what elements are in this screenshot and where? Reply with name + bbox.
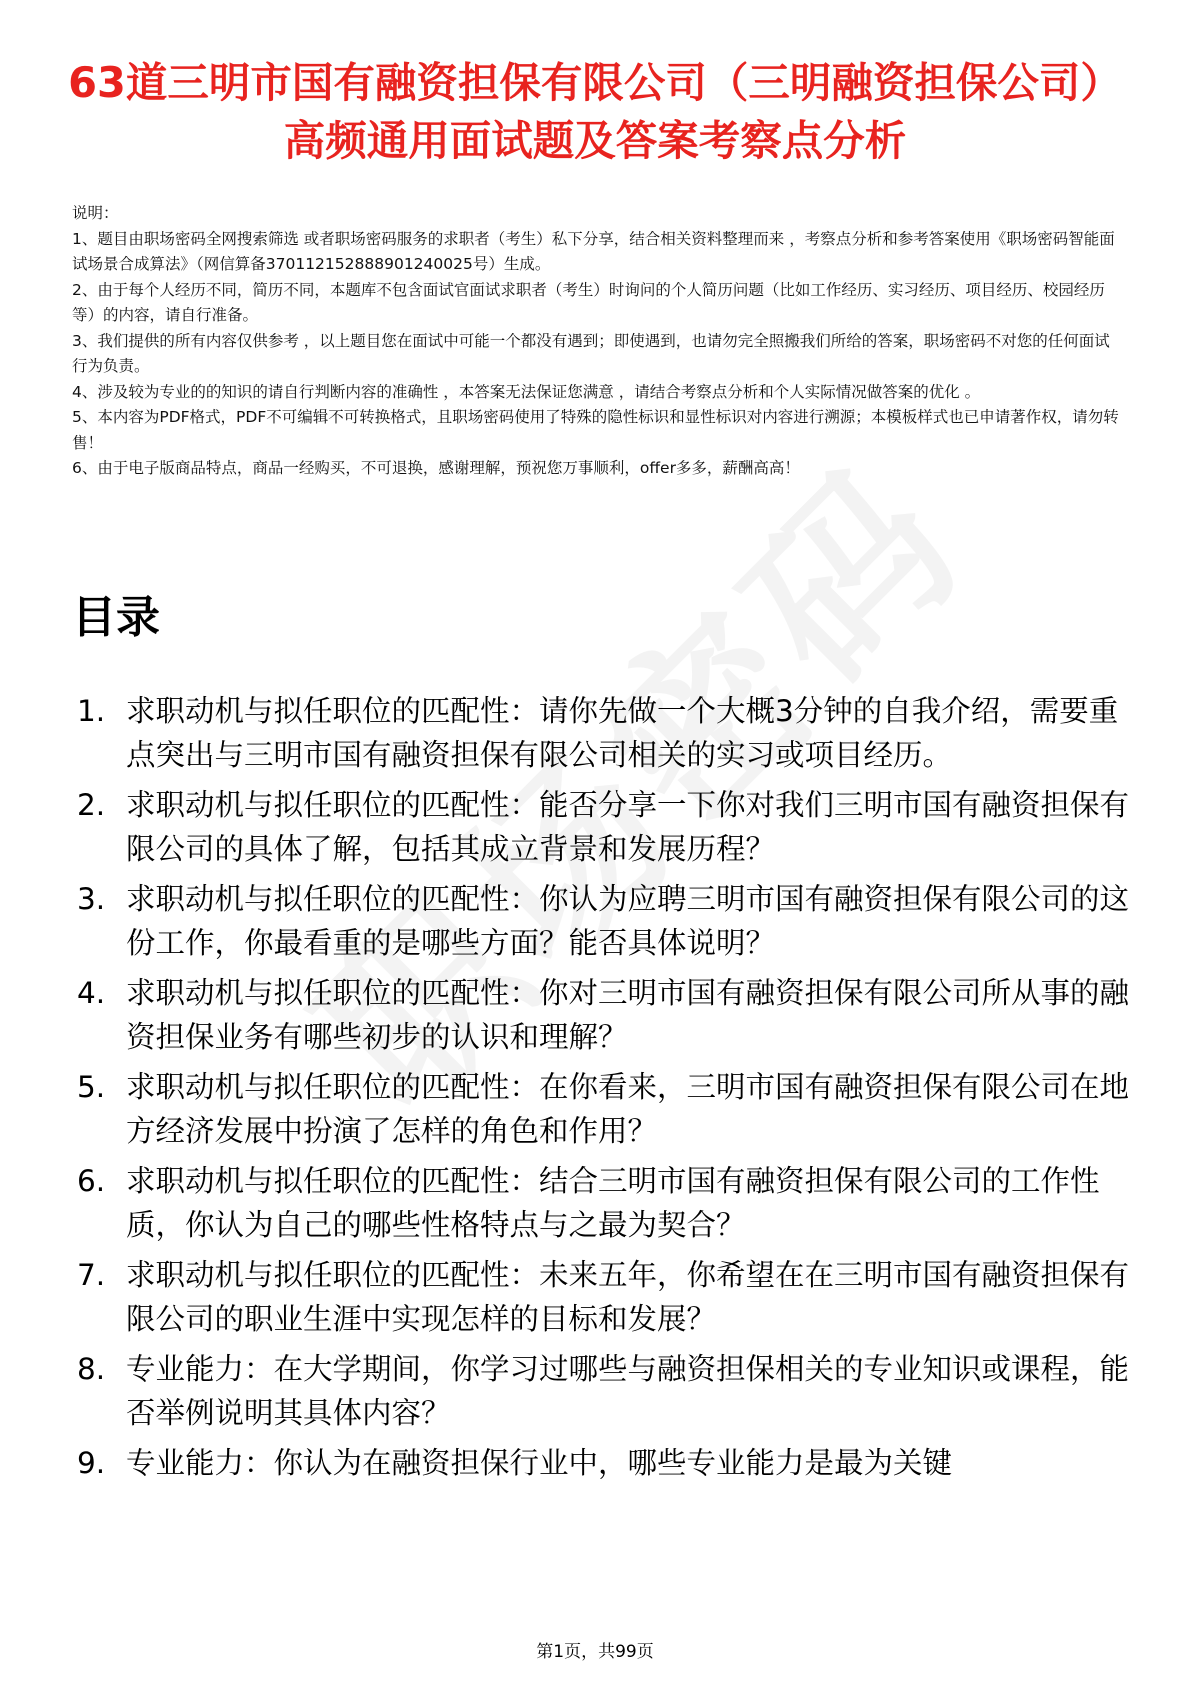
toc-item[interactable] (72, 689, 1132, 777)
toc-item-number: 3. (77, 882, 106, 916)
toc-item-text: 求职动机与拟任职位的匹配性：在你看来，三明市国有融资担保有限公司在地方经济发展中扮演了怎样的角色和作用？ (126, 1070, 1130, 1148)
toc-item-text: 专业能力：在大学期间，你学习过哪些与融资担保相关的专业知识或课程，能否举例说明其具体内容？ (126, 1352, 1130, 1430)
note-item: 5、本内容为PDF格式，PDF不可编辑不可转换格式，且职场密码使用了特殊的隐性标识和显性标识对内容进行溯源；本模板样式也已申请著作权，请勿转售！ (72, 408, 1119, 452)
toc-item-text: 求职动机与拟任职位的匹配性：你对三明市国有融资担保有限公司所从事的融资担保业务有哪些初步的认识和理解？ (126, 976, 1130, 1054)
toc-item-number: 5. (77, 1070, 106, 1104)
toc-item-text: 求职动机与拟任职位的匹配性：你认为应聘三明市国有融资担保有限公司的这份工作，你最看重的是哪些方面？能否具体说明？ (126, 882, 1130, 960)
notes-section (72, 201, 1120, 482)
toc-item-number: 8. (77, 1352, 106, 1386)
toc-item[interactable] (72, 971, 1132, 1059)
toc-item-text: 求职动机与拟任职位的匹配性：结合三明市国有融资担保有限公司的工作性质，你认为自己的哪些性格特点与之最为契合？ (126, 1164, 1100, 1242)
toc-item-text: 求职动机与拟任职位的匹配性：能否分享一下你对我们三明市国有融资担保有限公司的具体了解，包括其成立背景和发展历程？ (126, 788, 1130, 866)
notes-heading: 说明： (72, 204, 119, 222)
toc-item-text: 专业能力：你认为在融资担保行业中，哪些专业能力是最为关键 (126, 1446, 953, 1480)
toc-item-number: 9. (77, 1446, 106, 1480)
toc-item[interactable] (72, 783, 1132, 871)
toc-heading: 目录 (72, 592, 160, 643)
note-item: 3、我们提供的所有内容仅供参考 ，以上题目您在面试中可能一个都没有遇到；即使遇到，也请勿完全照搬我们所给的答案，职场密码不对您的任何面试行为负责。 (72, 331, 1110, 375)
toc-item[interactable] (72, 1441, 1132, 1485)
toc-item-text: 求职动机与拟任职位的匹配性：未来五年，你希望在在三明市国有融资担保有限公司的职业生涯中实现怎样的目标和发展？ (126, 1258, 1130, 1336)
toc-item-text: 求职动机与拟任职位的匹配性：请你先做一个大概3分钟的自我介绍，需要重点突出与三明市国有融资担保有限公司相关的实习或项目经历。 (126, 694, 1119, 772)
note-item: 1、题目由职场密码全网搜索筛选 或者职场密码服务的求职者（考生）私下分享，结合相关资料整理而来 ，考察点分析和参考答案使用《职场密码智能面试场景合成算法》（网信算备370112152888901240025号）生成。 (72, 229, 1115, 273)
toc-item-number: 2. (77, 788, 106, 822)
toc-item[interactable] (72, 1065, 1132, 1153)
toc-item-number: 6. (77, 1164, 106, 1198)
toc-item[interactable] (72, 1347, 1132, 1435)
note-item: 4、涉及较为专业的的知识的请自行判断内容的准确性 ，本答案无法保证您满意 ，请结合考察点分析和个人实际情况做答案的优化 。 (72, 382, 981, 401)
table-of-contents (72, 689, 1132, 1491)
note-item: 2、由于每个人经历不同，简历不同，本题库不包含面试官面试求职者（考生）时询问的个人简历问题（比如工作经历、实习经历、项目经历、校园经历等）的内容，请自行准备。 (72, 280, 1105, 324)
toc-item[interactable] (72, 1159, 1132, 1247)
toc-item-number: 4. (77, 976, 106, 1010)
note-item: 6、由于电子版商品特点，商品一经购买，不可退换，感谢理解，预祝您万事顺利，offer多多，薪酬高高！ (72, 459, 800, 477)
toc-item-number: 7. (77, 1258, 106, 1292)
toc-item-number: 1. (77, 694, 106, 728)
toc-item[interactable] (72, 877, 1132, 965)
toc-item[interactable] (72, 1253, 1132, 1341)
page-footer: 第1页，共99页 (536, 1642, 654, 1662)
document-title: 63道三明市国有融资担保有限公司（三明融资担保公司）高频通用面试题及答案考察点分析 (68, 58, 1122, 165)
